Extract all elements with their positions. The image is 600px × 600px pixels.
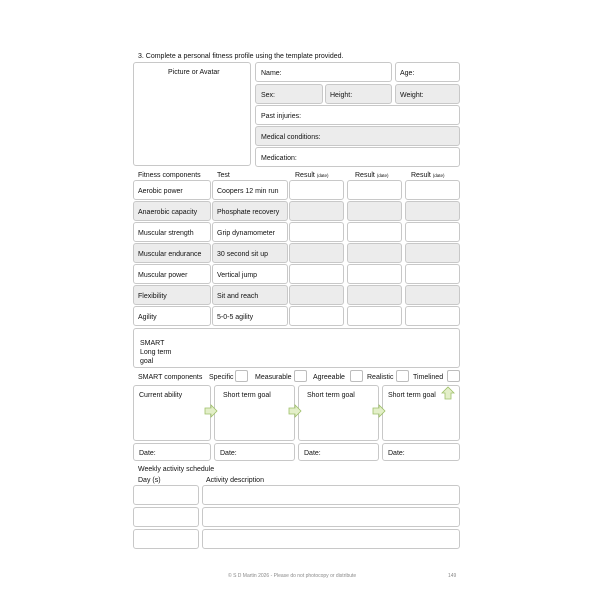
weight-label: Weight: [400, 92, 424, 99]
smart-goal-label-line2: Long term [140, 349, 172, 356]
past-injuries-label: Past injuries: [261, 113, 302, 120]
result-cell[interactable] [289, 285, 344, 305]
short-term-goal-label: Short term goal [388, 392, 436, 399]
day-cell[interactable] [133, 529, 199, 549]
test-label: Vertical jump [217, 272, 258, 279]
activity-cell[interactable] [202, 485, 460, 505]
result-cell[interactable] [405, 306, 460, 326]
result-cell[interactable] [347, 264, 402, 284]
sex-field[interactable] [255, 84, 323, 104]
result-cell[interactable] [405, 285, 460, 305]
component-cell [133, 243, 211, 263]
smart-item-label: Agreeable [313, 374, 345, 381]
test-cell [212, 306, 288, 326]
smart-components-label: SMART components [138, 374, 203, 381]
test-cell [212, 243, 288, 263]
test-cell [212, 264, 288, 284]
component-label: Anaerobic capacity [138, 209, 198, 216]
component-label: Muscular power [138, 272, 188, 279]
instruction-text: 3. Complete a personal fitness profile using the template provided. [138, 53, 344, 60]
long-term-goal-box[interactable] [133, 328, 460, 368]
schedule-day-header: Day (s) [138, 477, 161, 484]
component-label: Muscular strength [138, 230, 194, 237]
test-cell [212, 201, 288, 221]
specific-checkbox[interactable] [235, 370, 248, 382]
result-cell[interactable] [347, 201, 402, 221]
up-arrow-icon [441, 386, 455, 400]
smart-goal-label-line1: SMART [140, 340, 165, 347]
past-injuries-field[interactable] [255, 105, 460, 125]
result-cell[interactable] [289, 264, 344, 284]
component-label: Aerobic power [138, 188, 183, 195]
picture-label: Picture or Avatar [168, 69, 220, 76]
component-cell [133, 222, 211, 242]
result-cell[interactable] [289, 306, 344, 326]
timelined-checkbox[interactable] [447, 370, 460, 382]
short-term-goal-box-1[interactable] [214, 385, 295, 441]
result-cell[interactable] [289, 222, 344, 242]
result-cell[interactable] [347, 306, 402, 326]
col-header-result-2: Result (date) [355, 172, 389, 179]
right-arrow-icon [372, 404, 386, 418]
smart-item-label: Specific [209, 374, 234, 381]
name-field[interactable] [255, 62, 392, 82]
current-ability-box[interactable] [133, 385, 211, 441]
schedule-title: Weekly activity schedule [138, 466, 215, 473]
date-label: Date: [139, 450, 156, 457]
result-cell[interactable] [347, 180, 402, 200]
short-term-goal-label: Short term goal [307, 392, 355, 399]
right-arrow-icon [204, 404, 218, 418]
result-cell[interactable] [347, 243, 402, 263]
result-cell[interactable] [405, 201, 460, 221]
smart-goal-label-line3: goal [140, 358, 154, 365]
medical-conditions-label: Medical conditions: [261, 134, 321, 141]
component-label: Agility [138, 314, 157, 321]
agreeable-checkbox[interactable] [350, 370, 363, 382]
date-field[interactable] [214, 443, 295, 461]
result-cell[interactable] [405, 180, 460, 200]
date-field[interactable] [133, 443, 211, 461]
col-header-result-1: Result (date) [295, 172, 329, 179]
height-label: Height: [330, 92, 353, 99]
height-field[interactable] [325, 84, 392, 104]
sex-label: Sex: [261, 92, 276, 99]
result-cell[interactable] [289, 243, 344, 263]
date-label: Date: [220, 450, 237, 457]
result-cell[interactable] [289, 201, 344, 221]
result-cell[interactable] [405, 243, 460, 263]
col-header-components: Fitness components [138, 172, 201, 179]
result-cell[interactable] [289, 180, 344, 200]
age-label: Age: [400, 70, 415, 77]
component-label: Flexibility [138, 293, 167, 300]
component-cell [133, 201, 211, 221]
day-cell[interactable] [133, 485, 199, 505]
age-field[interactable] [395, 62, 460, 82]
date-label: Date: [304, 450, 321, 457]
date-field[interactable] [298, 443, 379, 461]
test-label: Coopers 12 min run [217, 188, 279, 195]
smart-item-label: Realistic [367, 374, 394, 381]
component-cell [133, 180, 211, 200]
test-label: 5-0-5 agility [217, 314, 254, 321]
current-ability-label: Current ability [139, 392, 183, 399]
col-header-test: Test [217, 172, 230, 179]
realistic-checkbox[interactable] [396, 370, 409, 382]
date-label: Date: [388, 450, 405, 457]
medical-conditions-field[interactable] [255, 126, 460, 146]
component-label: Muscular endurance [138, 251, 202, 258]
test-label: Grip dynamometer [217, 230, 275, 237]
copyright-footer: © S D Martin 2026 - Please do not photocopy or distribute [228, 573, 357, 579]
result-cell[interactable] [347, 285, 402, 305]
activity-cell[interactable] [202, 507, 460, 527]
test-label: Phosphate recovery [217, 209, 280, 216]
short-term-goal-box-2[interactable] [298, 385, 379, 441]
schedule-activity-header: Activity description [206, 477, 264, 484]
medication-field[interactable] [255, 147, 460, 167]
col-header-result-3: Result (date) [411, 172, 445, 179]
page-number: 149 [448, 573, 457, 579]
activity-cell[interactable] [202, 529, 460, 549]
result-cell[interactable] [347, 222, 402, 242]
test-label: 30 second sit up [217, 251, 268, 258]
test-cell [212, 180, 288, 200]
smart-item-label: Timelined [413, 374, 444, 381]
component-cell [133, 264, 211, 284]
result-cell[interactable] [405, 264, 460, 284]
picture-box[interactable] [133, 62, 251, 166]
date-field[interactable] [382, 443, 460, 461]
result-cell[interactable] [405, 222, 460, 242]
test-cell [212, 285, 288, 305]
name-label: Name: [261, 70, 282, 77]
component-cell [133, 306, 211, 326]
measurable-checkbox[interactable] [294, 370, 307, 382]
short-term-goal-label: Short term goal [223, 392, 271, 399]
right-arrow-icon [288, 404, 302, 418]
test-label: Sit and reach [217, 293, 259, 300]
test-cell [212, 222, 288, 242]
day-cell[interactable] [133, 507, 199, 527]
smart-item-label: Measurable [255, 374, 292, 381]
medication-label: Medication: [261, 155, 297, 162]
component-cell [133, 285, 211, 305]
weight-field[interactable] [395, 84, 460, 104]
